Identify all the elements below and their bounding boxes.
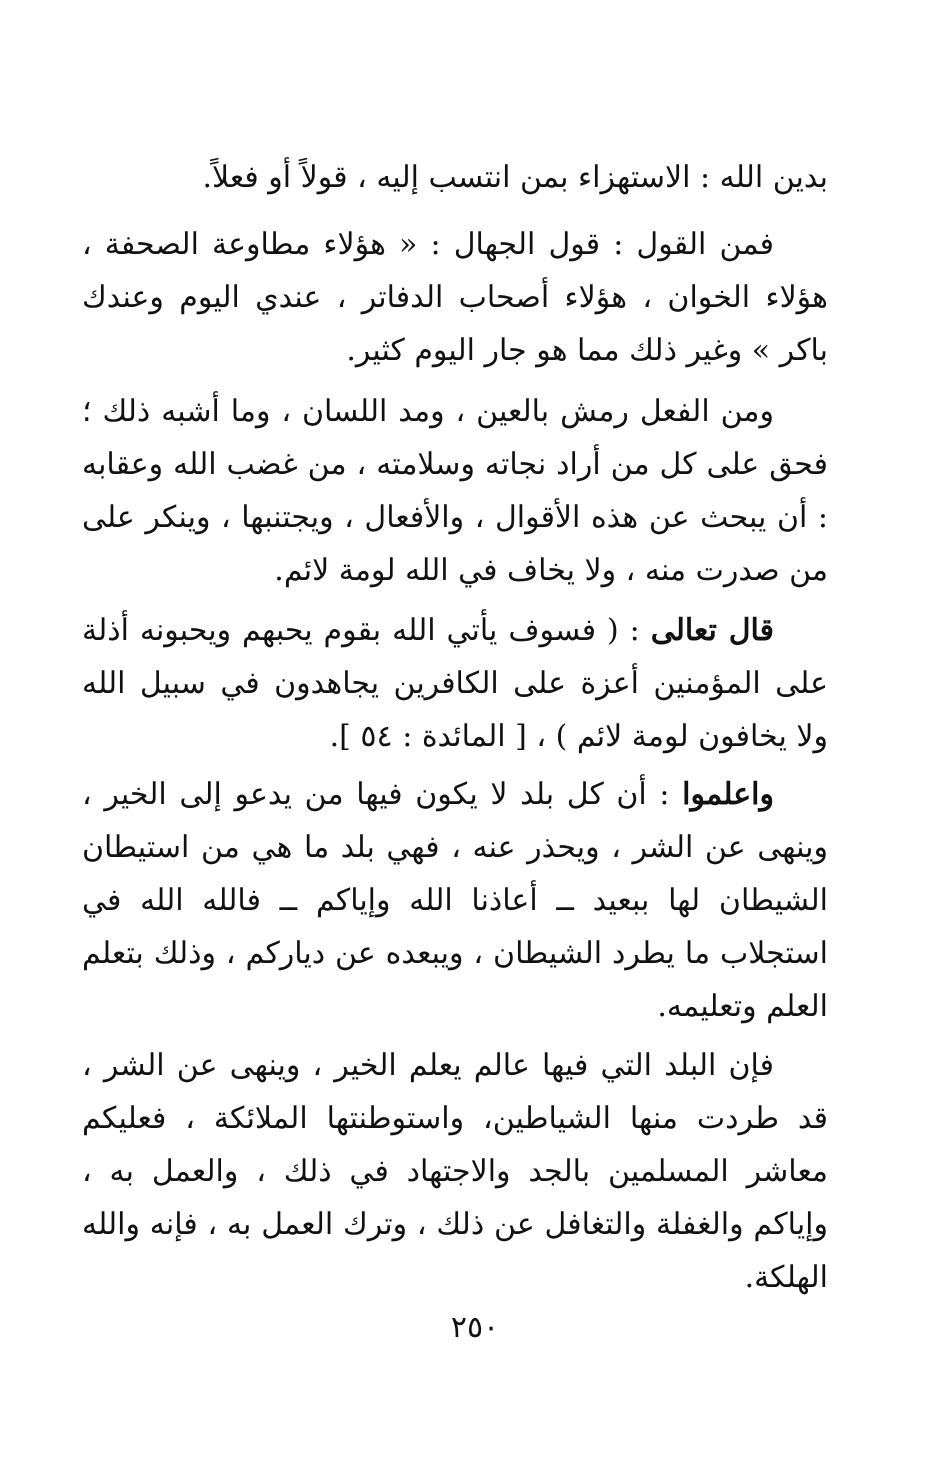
- paragraph-text: فإن البلد التي فيها عالم يعلم الخير ، وينهى عن الشر ، قد طردت منها الشياطين، واستوطنتها الملائكة ، فعليكم معاشر المسلمين بالجد والاجتهاد في ذلك ، والعمل به ، وإياكم والغفلة والتغافل عن ذلك ، وترك العمل به ، فإنه والله الهلكة.: [82, 1048, 828, 1295]
- paragraph-scholar: [82, 1039, 828, 1304]
- paragraph-text: ومن الفعل رمش بالعين ، ومد اللسان ، وما أشبه ذلك ؛ فحق على كل من أراد نجاته وسلامته ، من غضب الله وعقابه : أن يبحث عن هذه الأقوال ، والأفعال ، ويجتنبها ، وينكر على من صدرت منه ، ولا يخاف في الله لومة لائم.: [82, 394, 828, 588]
- paragraph-sayings: [82, 218, 828, 377]
- paragraph-text: : أن كل بلد لا يكون فيها من يدعو إلى الخير ، وينهى عن الشر ، ويحذر عنه ، فهي بلد ما هي من استيطان الشيطان لها ببعيد ــ أعاذنا الله وإياكم ــ فالله الله في استجلاب ما يطرد الشيطان ، ويبعده عن دياركم ، وذلك بتعلم العلم وتعليمه.: [82, 777, 828, 1024]
- paragraph-continuation: [82, 151, 828, 204]
- paragraph-quran-verse: [82, 604, 828, 763]
- paragraph-body: [82, 604, 828, 763]
- paragraph-text: فمن القول : قول الجهال : « هؤلاء مطاوعة الصحفة ، هؤلاء الخوان ، هؤلاء أصحاب الدفاتر ، عندي اليوم وعندك باكر » وغير ذلك مما هو جار اليوم كثير.: [82, 227, 828, 368]
- paragraph-body: [82, 1039, 828, 1304]
- paragraph-text: بدين الله : الاستهزاء بمن انتسب إليه ، قولاً أو فعلاً.: [202, 160, 828, 195]
- paragraph-body: [82, 218, 828, 377]
- paragraph-actions: [82, 385, 828, 597]
- paragraph-body: [82, 768, 828, 1033]
- paragraph-lead: واعلموا: [682, 777, 774, 812]
- paragraph-know: [82, 768, 828, 1033]
- paragraph-lead: قال تعالى: [650, 613, 774, 648]
- page-number: ٢٥٠: [450, 1310, 500, 1345]
- paragraph-text: : ( فسوف يأتي الله بقوم يحبهم ويحبونه أذلة على المؤمنين أعزة على الكافرين يجاهدون في سبيل الله ولا يخافون لومة لائم ) ، [ المائدة : ٥٤ ].: [82, 613, 828, 754]
- paragraph-body: [82, 385, 828, 597]
